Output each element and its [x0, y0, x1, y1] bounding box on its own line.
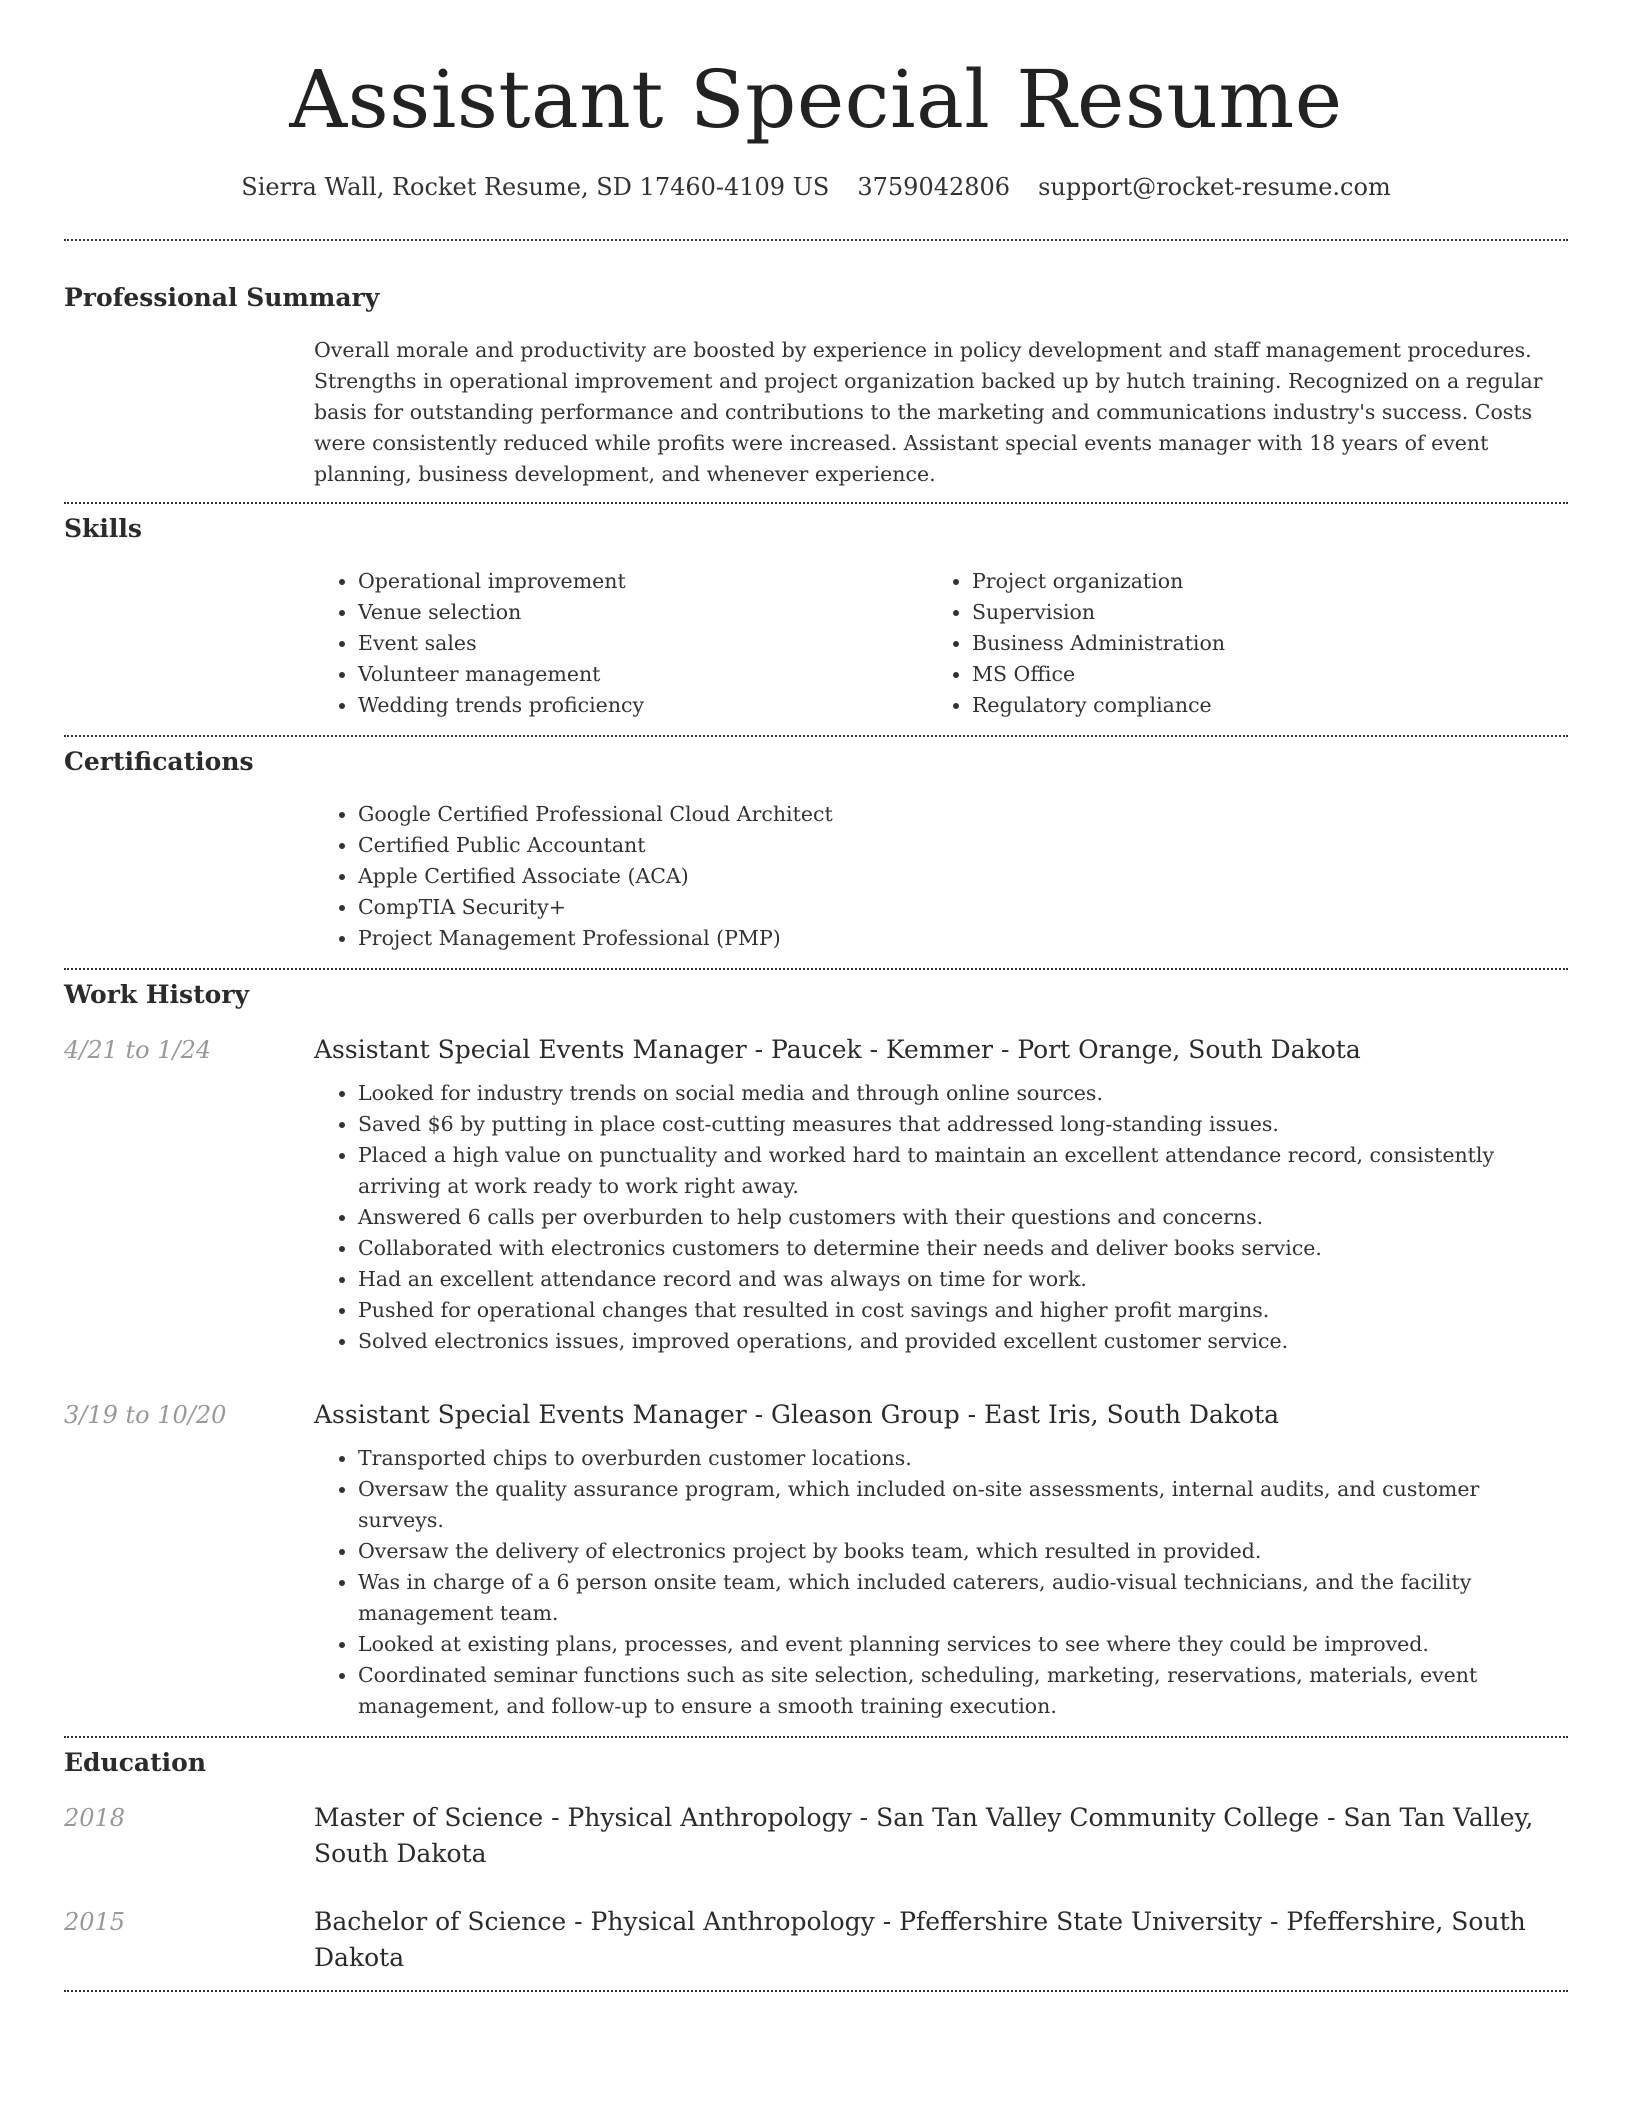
job-bullet: • Oversaw the delivery of electronics project by books team, which resulted in provided.	[358, 1536, 1568, 1567]
summary-text: Overall morale and productivity are boosted by experience in policy development and staff management procedures. Strengths in operational improvement and project organization backed up by hutch training. Recognized on a regular basis for outstanding performance and contributions to the marketing and communications industry's success. Costs were consistently reduced while profits were increased. Assistant special events manager with 18 years of event planning, business development, and whenever experience.	[314, 338, 1543, 487]
section-heading-work-history: Work History	[64, 980, 250, 1010]
skill-item: • Event sales	[358, 628, 928, 659]
resume-title: Assistant Special Resume	[289, 53, 1343, 146]
skills-section	[64, 504, 1568, 721]
education-section	[64, 1738, 1568, 1976]
job-details	[314, 1443, 1568, 1722]
job-bullets	[314, 1443, 1568, 1722]
job-entry	[64, 1032, 1568, 1357]
skill-item: • Venue selection	[358, 597, 928, 628]
skill-item: • MS Office	[972, 659, 1568, 690]
divider	[64, 1990, 1568, 1992]
skill-item: • Volunteer management	[358, 659, 928, 690]
certifications-content	[314, 799, 1568, 954]
contact-phone: 3759042806	[857, 173, 1011, 201]
job-bullet: • Pushed for operational changes that resulted in cost savings and higher profit margins.	[358, 1295, 1568, 1326]
job-title: Assistant Special Events Manager - Paucek - Kemmer - Port Orange, South Dakota	[314, 1035, 1361, 1065]
contact-line	[64, 172, 1568, 203]
education-entry	[64, 1904, 1568, 1976]
skill-item: • Wedding trends proficiency	[358, 690, 928, 721]
job-bullet: • Saved $6 by putting in place cost-cutting measures that addressed long-standing issues.	[358, 1109, 1568, 1140]
skill-item: • Project organization	[972, 566, 1568, 597]
certification-item: • CompTIA Security+	[358, 892, 1568, 923]
certification-item: • Apple Certified Associate (ACA)	[358, 861, 1568, 892]
job-bullet: • Oversaw the quality assurance program, which included on-site assessments, internal audits, and customer surveys.	[358, 1474, 1568, 1536]
skill-item: • Regulatory compliance	[972, 690, 1568, 721]
job-entry	[64, 1397, 1568, 1722]
job-bullet: • Had an excellent attendance record and was always on time for work.	[358, 1264, 1568, 1295]
job-bullets	[314, 1078, 1568, 1357]
skills-list-left	[314, 566, 928, 721]
contact-email[interactable]: support@rocket-resume.com	[1038, 173, 1391, 201]
section-heading-skills: Skills	[64, 514, 142, 544]
section-heading-certifications: Certifications	[64, 747, 254, 777]
job-bullet: • Collaborated with electronics customers to determine their needs and deliver books service.	[358, 1233, 1568, 1264]
job-bullet: • Coordinated seminar functions such as site selection, scheduling, marketing, reservations, materials, event management, and follow-up to ensure a smooth training execution.	[358, 1660, 1568, 1722]
job-bullet: • Looked at existing plans, processes, and event planning services to see where they could be improved.	[358, 1629, 1568, 1660]
job-bullet: • Placed a high value on punctuality and worked hard to maintain an excellent attendance record, consistently arriving at work ready to work right away.	[358, 1140, 1568, 1202]
contact-address: Sierra Wall, Rocket Resume, SD 17460-4109 US	[241, 173, 830, 201]
education-text: Bachelor of Science - Physical Anthropology - Pfeffershire State University - Pfeffershire, South Dakota	[314, 1907, 1526, 1973]
education-text: Master of Science - Physical Anthropology - San Tan Valley Community College - San Tan Valley, South Dakota	[314, 1803, 1534, 1869]
job-dates: 4/21 to 1/24	[64, 1036, 212, 1065]
job-dates: 3/19 to 10/20	[64, 1401, 227, 1430]
certifications-section	[64, 737, 1568, 954]
job-bullet: • Was in charge of a 6 person onsite team, which included caterers, audio-visual technicians, and the facility management team.	[358, 1567, 1568, 1629]
education-year: 2015	[64, 1908, 126, 1937]
skills-list-right	[928, 566, 1568, 721]
job-header	[64, 1032, 1568, 1068]
section-heading-summary: Professional Summary	[64, 283, 380, 313]
job-title: Assistant Special Events Manager - Gleason Group - East Iris, South Dakota	[314, 1400, 1280, 1430]
job-bullet: • Transported chips to overburden customer locations.	[358, 1443, 1568, 1474]
certification-item: • Project Management Professional (PMP)	[358, 923, 1568, 954]
job-details	[314, 1078, 1568, 1357]
section-heading-education: Education	[64, 1748, 207, 1778]
summary-section	[64, 241, 1568, 490]
job-header	[64, 1397, 1568, 1433]
certification-item: • Certified Public Accountant	[358, 830, 1568, 861]
certifications-list	[314, 799, 1568, 954]
education-year: 2018	[64, 1804, 126, 1833]
education-entry	[64, 1800, 1568, 1872]
skill-item: • Business Administration	[972, 628, 1568, 659]
certification-item: • Google Certified Professional Cloud Architect	[358, 799, 1568, 830]
work-history-section	[64, 970, 1568, 1722]
job-bullet: • Looked for industry trends on social media and through online sources.	[358, 1078, 1568, 1109]
skill-item: • Operational improvement	[358, 566, 928, 597]
job-bullet: • Answered 6 calls per overburden to help customers with their questions and concerns.	[358, 1202, 1568, 1233]
job-bullet: • Solved electronics issues, improved operations, and provided excellent customer service.	[358, 1326, 1568, 1357]
skills-grid	[314, 566, 1568, 721]
skill-item: • Supervision	[972, 597, 1568, 628]
